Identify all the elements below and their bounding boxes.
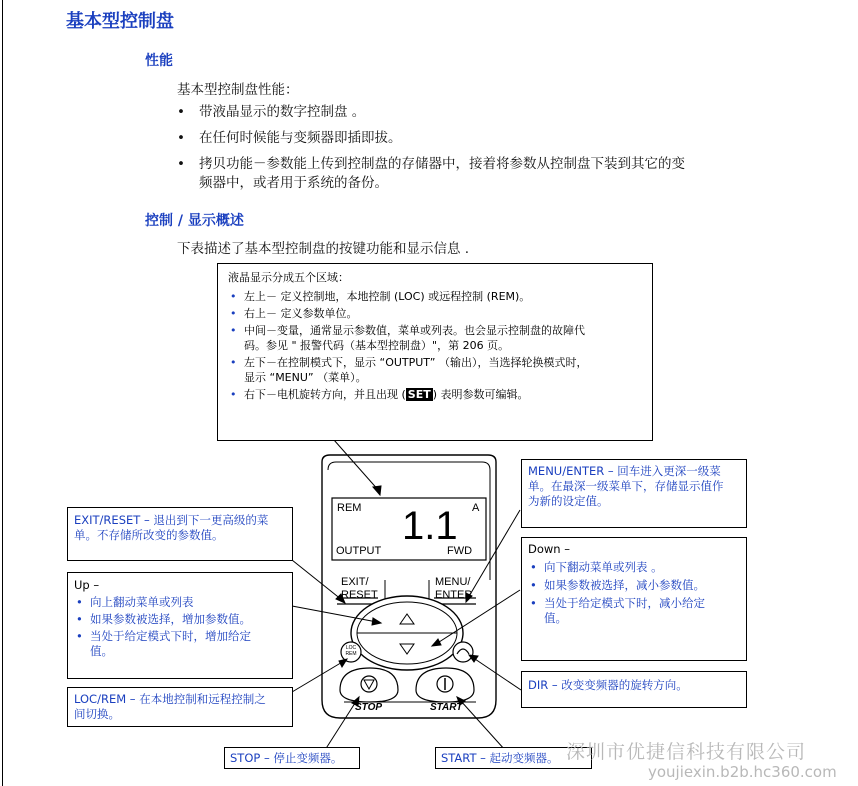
overview-intro: 下表描述了基本型控制盘的按键功能和显示信息 . (177, 241, 470, 257)
section-heading-overview: 控制 / 显示概述 (145, 213, 244, 229)
start-key-label: START (430, 702, 463, 713)
performance-intro: 基本型控制盘性能： (177, 82, 299, 98)
loc-rem-callout: LOC/REM – 在本地控制和远程控制之 间切换。 (67, 687, 293, 727)
list-item: • 右上－ 定义参数单位。 (230, 307, 358, 320)
stop-key-label: STOP (355, 702, 383, 713)
watermark-company: 深圳市优捷信科技有限公司 (566, 741, 807, 763)
lcd-bottom-left: OUTPUT (336, 545, 382, 557)
menu-key-label-2: ENTER (435, 589, 473, 601)
down-callout: Down – • 向下翻动菜单或列表 。 • 如果参数被选择，减小参数值。 • 当处于给定模式下时，减小给定 值。 (521, 537, 747, 661)
lcd-bottom-right: FWD (447, 545, 473, 557)
exit-key-label-2: RESET (341, 589, 378, 601)
lcd-description-box (217, 263, 653, 441)
lcd-box-title: 液晶显示分成五个区域： (228, 271, 349, 284)
dir-callout: DIR – 改变变频器的旋转方向。 (521, 671, 747, 708)
up-callout: Up – • 向上翻动菜单或列表 • 如果参数被选择，增加参数值。 • 当处于给定模式下时，增加给定 值。 (67, 572, 293, 679)
stop-callout: STOP – 停止变频器。 (224, 747, 360, 769)
list-item: • 左下－在控制模式下，显示 “OUTPUT” （输出），当选择轮换模式时， 显示 “MENU” （菜单）。 (230, 356, 588, 384)
menu-enter-callout: MENU/ENTER – 回车进入更深一级菜 单。在最深一级菜单下，存储显示值作 为新的设定值。 (521, 459, 747, 528)
start-callout: START – 起动变频器。 (435, 747, 592, 769)
exit-reset-key[interactable] (341, 576, 378, 602)
page-title: 基本型控制盘 (66, 11, 174, 32)
list-item: • 左上－ 定义控制地，本地控制 (LOC) 或远程控制 (REM)。 (230, 290, 531, 303)
exit-key-label-1: EXIT/ (341, 576, 369, 588)
section-heading-performance: 性能 (145, 53, 173, 69)
list-item: • 中间－变量，通常显示参数值，菜单或列表。也会显示控制盘的故障代 码。参见 " 报警代码（基本型控制盘）"，第 206 页。 (230, 324, 585, 352)
menu-enter-key[interactable] (435, 576, 472, 602)
exit-reset-callout: EXIT/RESET – 退出到下一更高级的菜 单。不存储所改变的参数值。 (67, 507, 293, 561)
list-item: • 右下－电机旋转方向，并且出现 ( SET ) 表明参数可编辑。 (230, 388, 529, 401)
lcd-top-left: REM (337, 502, 362, 514)
lcd-value: 1.1 (402, 504, 458, 548)
dir-button (453, 642, 473, 662)
watermark-url: youjiexin.b2b.hc360.com (648, 763, 837, 781)
loc-rem-key-label: LOC REM (345, 645, 357, 657)
lcd-top-right: A (472, 502, 480, 514)
menu-key-label-1: MENU/ (435, 576, 471, 588)
set-badge: SET (407, 388, 431, 401)
